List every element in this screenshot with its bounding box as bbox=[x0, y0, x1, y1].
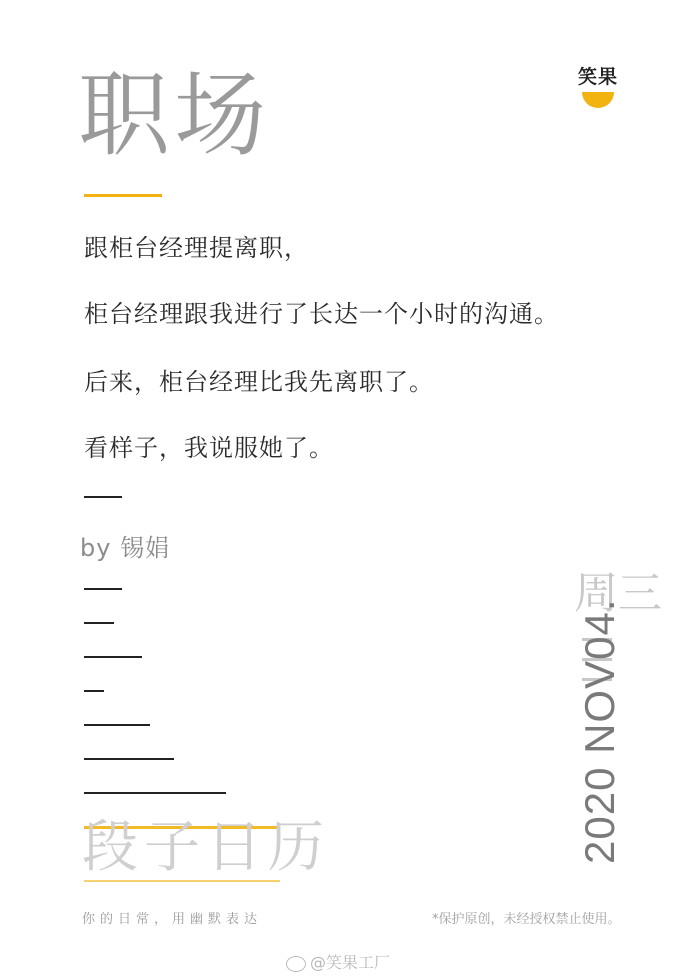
joke-line-2: 柜台经理跟我进行了长达一个小时的沟通。 bbox=[84, 300, 559, 328]
decor-dash bbox=[84, 724, 150, 726]
author: by 锡娟 bbox=[80, 534, 171, 562]
brand-logo bbox=[574, 68, 622, 112]
smile-icon bbox=[582, 92, 614, 108]
weekday: 周三 bbox=[574, 568, 662, 619]
divider-dash bbox=[84, 496, 122, 498]
watermark bbox=[286, 950, 390, 973]
joke-line-3: 后来，柜台经理比我先离职了。 bbox=[84, 368, 434, 396]
joke-line-1: 跟柜台经理提离职， bbox=[84, 234, 309, 262]
brand-accent-bottom bbox=[84, 880, 280, 882]
brand-title: 段子日历 bbox=[82, 815, 330, 880]
decor-dash bbox=[84, 588, 122, 590]
copyright-notice: *保护原创，未经授权禁止使用。 bbox=[432, 912, 621, 927]
decor-dash bbox=[84, 656, 142, 658]
decor-dash bbox=[84, 690, 104, 692]
title-underline bbox=[84, 194, 162, 197]
vertical-date: 2020 NOV04. bbox=[576, 598, 623, 864]
page-title: 职场 bbox=[78, 62, 271, 169]
decor-dash bbox=[84, 622, 114, 624]
decor-dash bbox=[84, 792, 226, 794]
slogan: 你的日常，用幽默表达 bbox=[82, 912, 263, 927]
watermark-text: @笑果工厂 bbox=[310, 953, 391, 972]
weibo-icon bbox=[286, 956, 306, 972]
joke-line-4: 看样子，我说服她了。 bbox=[84, 434, 334, 462]
logo-text: 笑果 bbox=[577, 66, 618, 88]
decor-dash bbox=[84, 758, 174, 760]
